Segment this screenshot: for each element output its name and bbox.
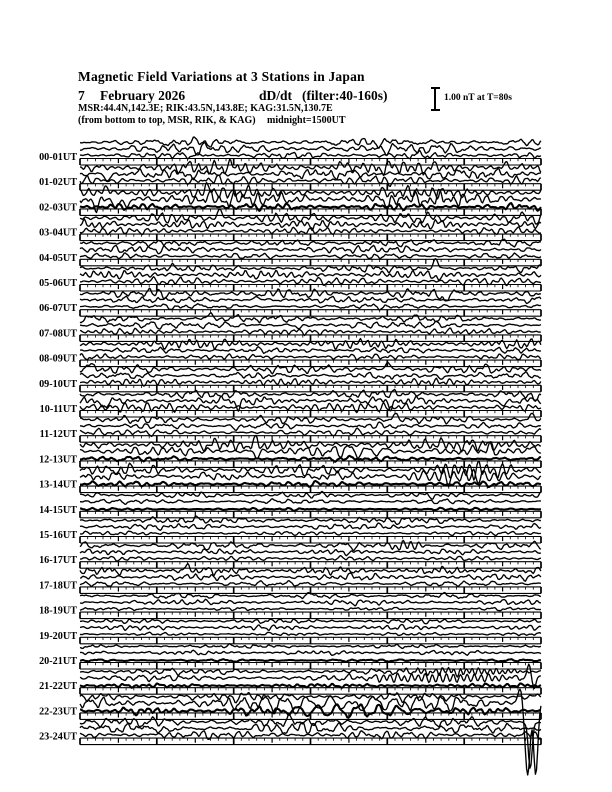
- date-day: 7: [78, 88, 85, 103]
- date-month-year: February 2026: [100, 88, 186, 103]
- trace-11-12UT-MSR: [80, 428, 541, 436]
- trace-04-05UT-RIK: [80, 245, 541, 253]
- quantity-label: dD/dt: [259, 88, 293, 103]
- trace-18-19UT-RIK: [80, 599, 541, 606]
- row-label: 16-17UT: [39, 555, 77, 567]
- row-label: 08-09UT: [39, 353, 77, 365]
- trace-17-18UT-MSR: [80, 581, 541, 587]
- trace-06-07UT-RIK: [80, 296, 541, 303]
- row-label: 15-16UT: [39, 530, 77, 541]
- midnight-note: midnight=1500UT: [267, 114, 346, 126]
- trace-17-18UT-RIK: [80, 573, 541, 581]
- row-label: 03-04UT: [39, 227, 77, 239]
- row-label: 14-15UT: [39, 504, 77, 516]
- row-label: 06-07UT: [39, 303, 77, 315]
- station-coordinates-line: MSR:44.4N,142.3E; RIK:43.5N,143.8E; KAG:31.5N,130.7E: [78, 103, 333, 114]
- trace-16-17UT-MSR: [80, 556, 541, 562]
- row-label: 09-10UT: [39, 378, 77, 390]
- row-label: 20-21UT: [39, 656, 77, 667]
- trace-08-09UT-RIK: [80, 347, 541, 354]
- trace-14-15UT-RIK: [80, 499, 541, 505]
- trace-18-19UT-MSR: [80, 607, 541, 610]
- page-title: Magnetic Field Variations at 3 Stations in Japan: [78, 69, 365, 84]
- trace-14-15UT-MSR: [80, 508, 541, 511]
- trace-16-17UT-RIK: [80, 549, 541, 556]
- trace-23-24UT-RIK: [80, 723, 541, 734]
- row-label: 02-03UT: [39, 202, 77, 214]
- trace-04-05UT-MSR: [80, 253, 541, 259]
- row-label: 11-12UT: [39, 429, 77, 441]
- trace-05-06UT-RIK: [80, 271, 541, 281]
- amplitude-scale-label: 1.00 nT at T=80s: [444, 93, 512, 103]
- trace-19-20UT-RIK: [80, 625, 541, 631]
- row-label: 17-18UT: [39, 580, 77, 592]
- trace-20-21UT-RIK: [80, 650, 541, 655]
- filter-label: (filter:40-160s): [302, 88, 388, 103]
- row-label: 18-19UT: [39, 605, 77, 617]
- trace-20-21UT-KAG: [80, 644, 541, 649]
- trace-19-20UT-KAG: [80, 619, 541, 624]
- row-label: 21-22UT: [39, 681, 77, 693]
- trace-08-09UT-MSR: [80, 354, 541, 360]
- trace-20-21UT-MSR: [80, 659, 541, 662]
- row-label: 04-05UT: [39, 252, 77, 264]
- trace-22-23UT-RIK: [80, 689, 541, 775]
- ruler-mid-ticks: [118, 159, 502, 743]
- trace-order-note: (from bottom to top, MSR, RIK, & KAG): [78, 114, 256, 126]
- trace-06-07UT-MSR: [80, 304, 541, 310]
- row-label: 23-24UT: [39, 731, 77, 743]
- trace-07-08UT-RIK: [80, 321, 541, 329]
- trace-21-22UT-MSR: [80, 683, 541, 687]
- trace-09-10UT-RIK: [80, 372, 541, 379]
- row-label: 00-01UT: [39, 152, 77, 163]
- row-label: 13-14UT: [39, 479, 77, 491]
- trace-15-16UT-RIK: [80, 523, 541, 530]
- row-label: 01-02UT: [39, 177, 77, 189]
- row-label: 19-20UT: [39, 630, 77, 642]
- trace-15-16UT-MSR: [80, 531, 541, 535]
- trace-19-20UT-MSR: [80, 632, 541, 635]
- row-label: 12-13UT: [39, 454, 77, 466]
- trace-00-01UT-MSR: [80, 151, 541, 159]
- row-label: 22-23UT: [39, 706, 77, 718]
- row-label: 10-11UT: [39, 404, 77, 415]
- row-label: 07-08UT: [39, 328, 77, 340]
- row-label: 05-06UT: [39, 278, 77, 289]
